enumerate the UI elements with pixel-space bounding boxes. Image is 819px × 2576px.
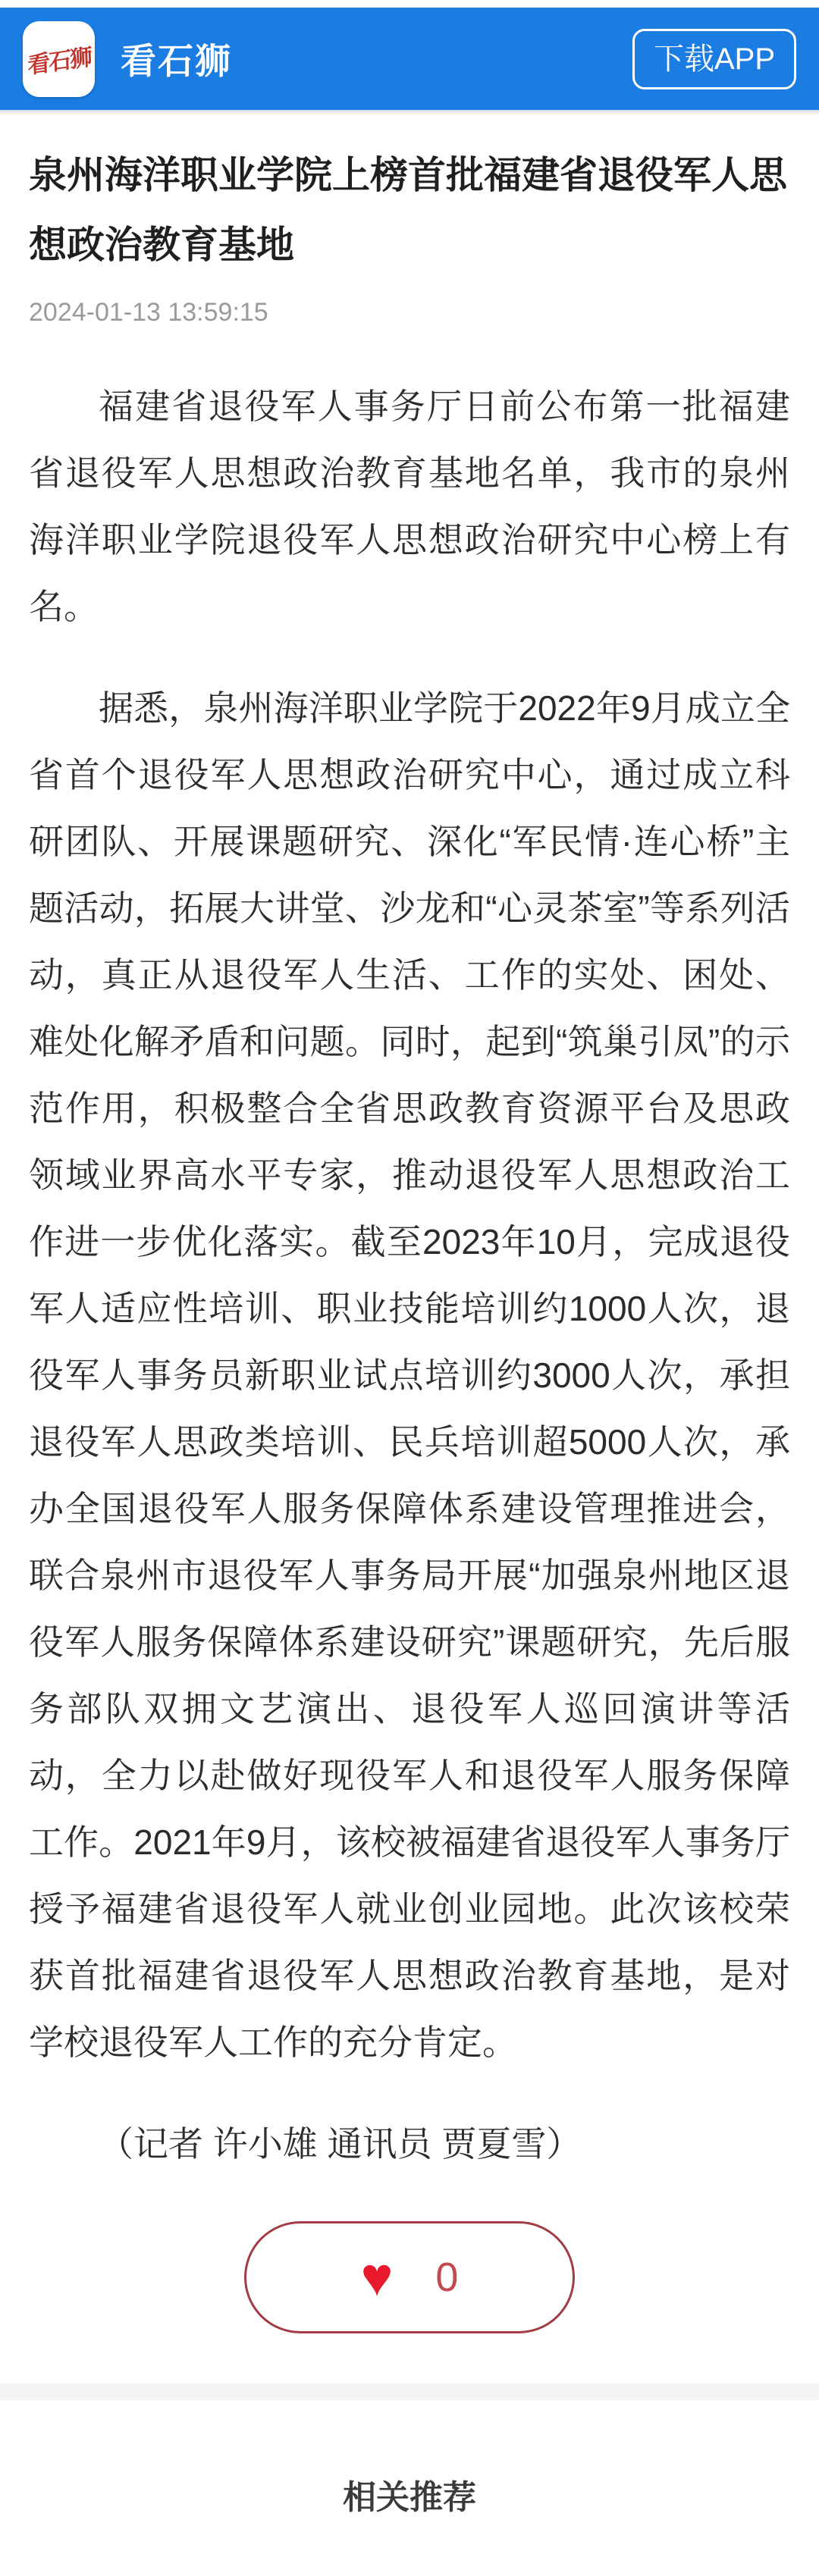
app-header [0, 8, 819, 110]
app-title: 看石狮 [121, 41, 232, 81]
heart-icon: ♥ [360, 2247, 394, 2308]
status-bar-strip [0, 0, 819, 8]
article-body [0, 116, 819, 2383]
header-shadow [0, 110, 819, 116]
download-app-button[interactable]: 下载APP [632, 29, 796, 89]
article-title: 泉州海洋职业学院上榜首批福建省退役军人思想政治教育基地 [29, 154, 787, 266]
article-byline: （记者 许小雄 通讯员 贾夏雪） [99, 2124, 582, 2164]
article-paragraph: 据悉，泉州海洋职业学院于2022年9月成立全省首个退役军人思想政治研究中心，通过成立科研团队、开展课题研究、深化“军民情·连心桥”主题活动，拓展大讲堂、沙龙和“心灵茶室”等系列活动，真正从退役军人生活、工作的实处、困处、难处化解矛盾和问题。同时，起到“筑巢引凤”的示范作用，积极整合全省思政教育资源平台及思政领域业界高水平专家，推动退役军人思想政治工作进一步优化落实。截至2023年10月，完成退役军人适应性培训、职业技能培训约1000人次，退役军人事务员新职业试点培训约3000人次，承担退役军人思政类培训、民兵培训超5000人次，承办全国退役军人服务保障体系建设管理推进会，联合泉州市退役军人事务局开展“加强泉州地区退役军人服务保障体系建设研究”课题研究，先后服务部队双拥文艺演出、退役军人巡回演讲等活动，全力以赴做好现役军人和退役军人服务保障工作。2021年9月，该校被福建省退役军人事务厅授予福建省退役军人就业创业园地。此次该校荣获首批福建省退役军人思想政治教育基地，是对学校退役军人工作的充分肯定。 [29, 688, 790, 2062]
article-paragraph: 福建省退役军人事务厅日前公布第一批福建省退役军人思想政治教育基地名单，我市的泉州海洋职业学院退役军人思想政治研究中心榜上有名。 [29, 387, 790, 626]
like-row [29, 2221, 790, 2333]
related-heading: 相关推荐 [343, 2479, 476, 2516]
publish-timestamp: 2024-01-13 13:59:15 [29, 298, 268, 327]
app-logo-calligraphy: 看石狮 [27, 44, 91, 79]
spacer [29, 2333, 790, 2383]
app-logo[interactable] [23, 21, 95, 97]
related-section [0, 2400, 819, 2576]
like-count: 0 [435, 2255, 459, 2300]
section-divider [0, 2383, 819, 2400]
like-button[interactable] [244, 2221, 575, 2333]
